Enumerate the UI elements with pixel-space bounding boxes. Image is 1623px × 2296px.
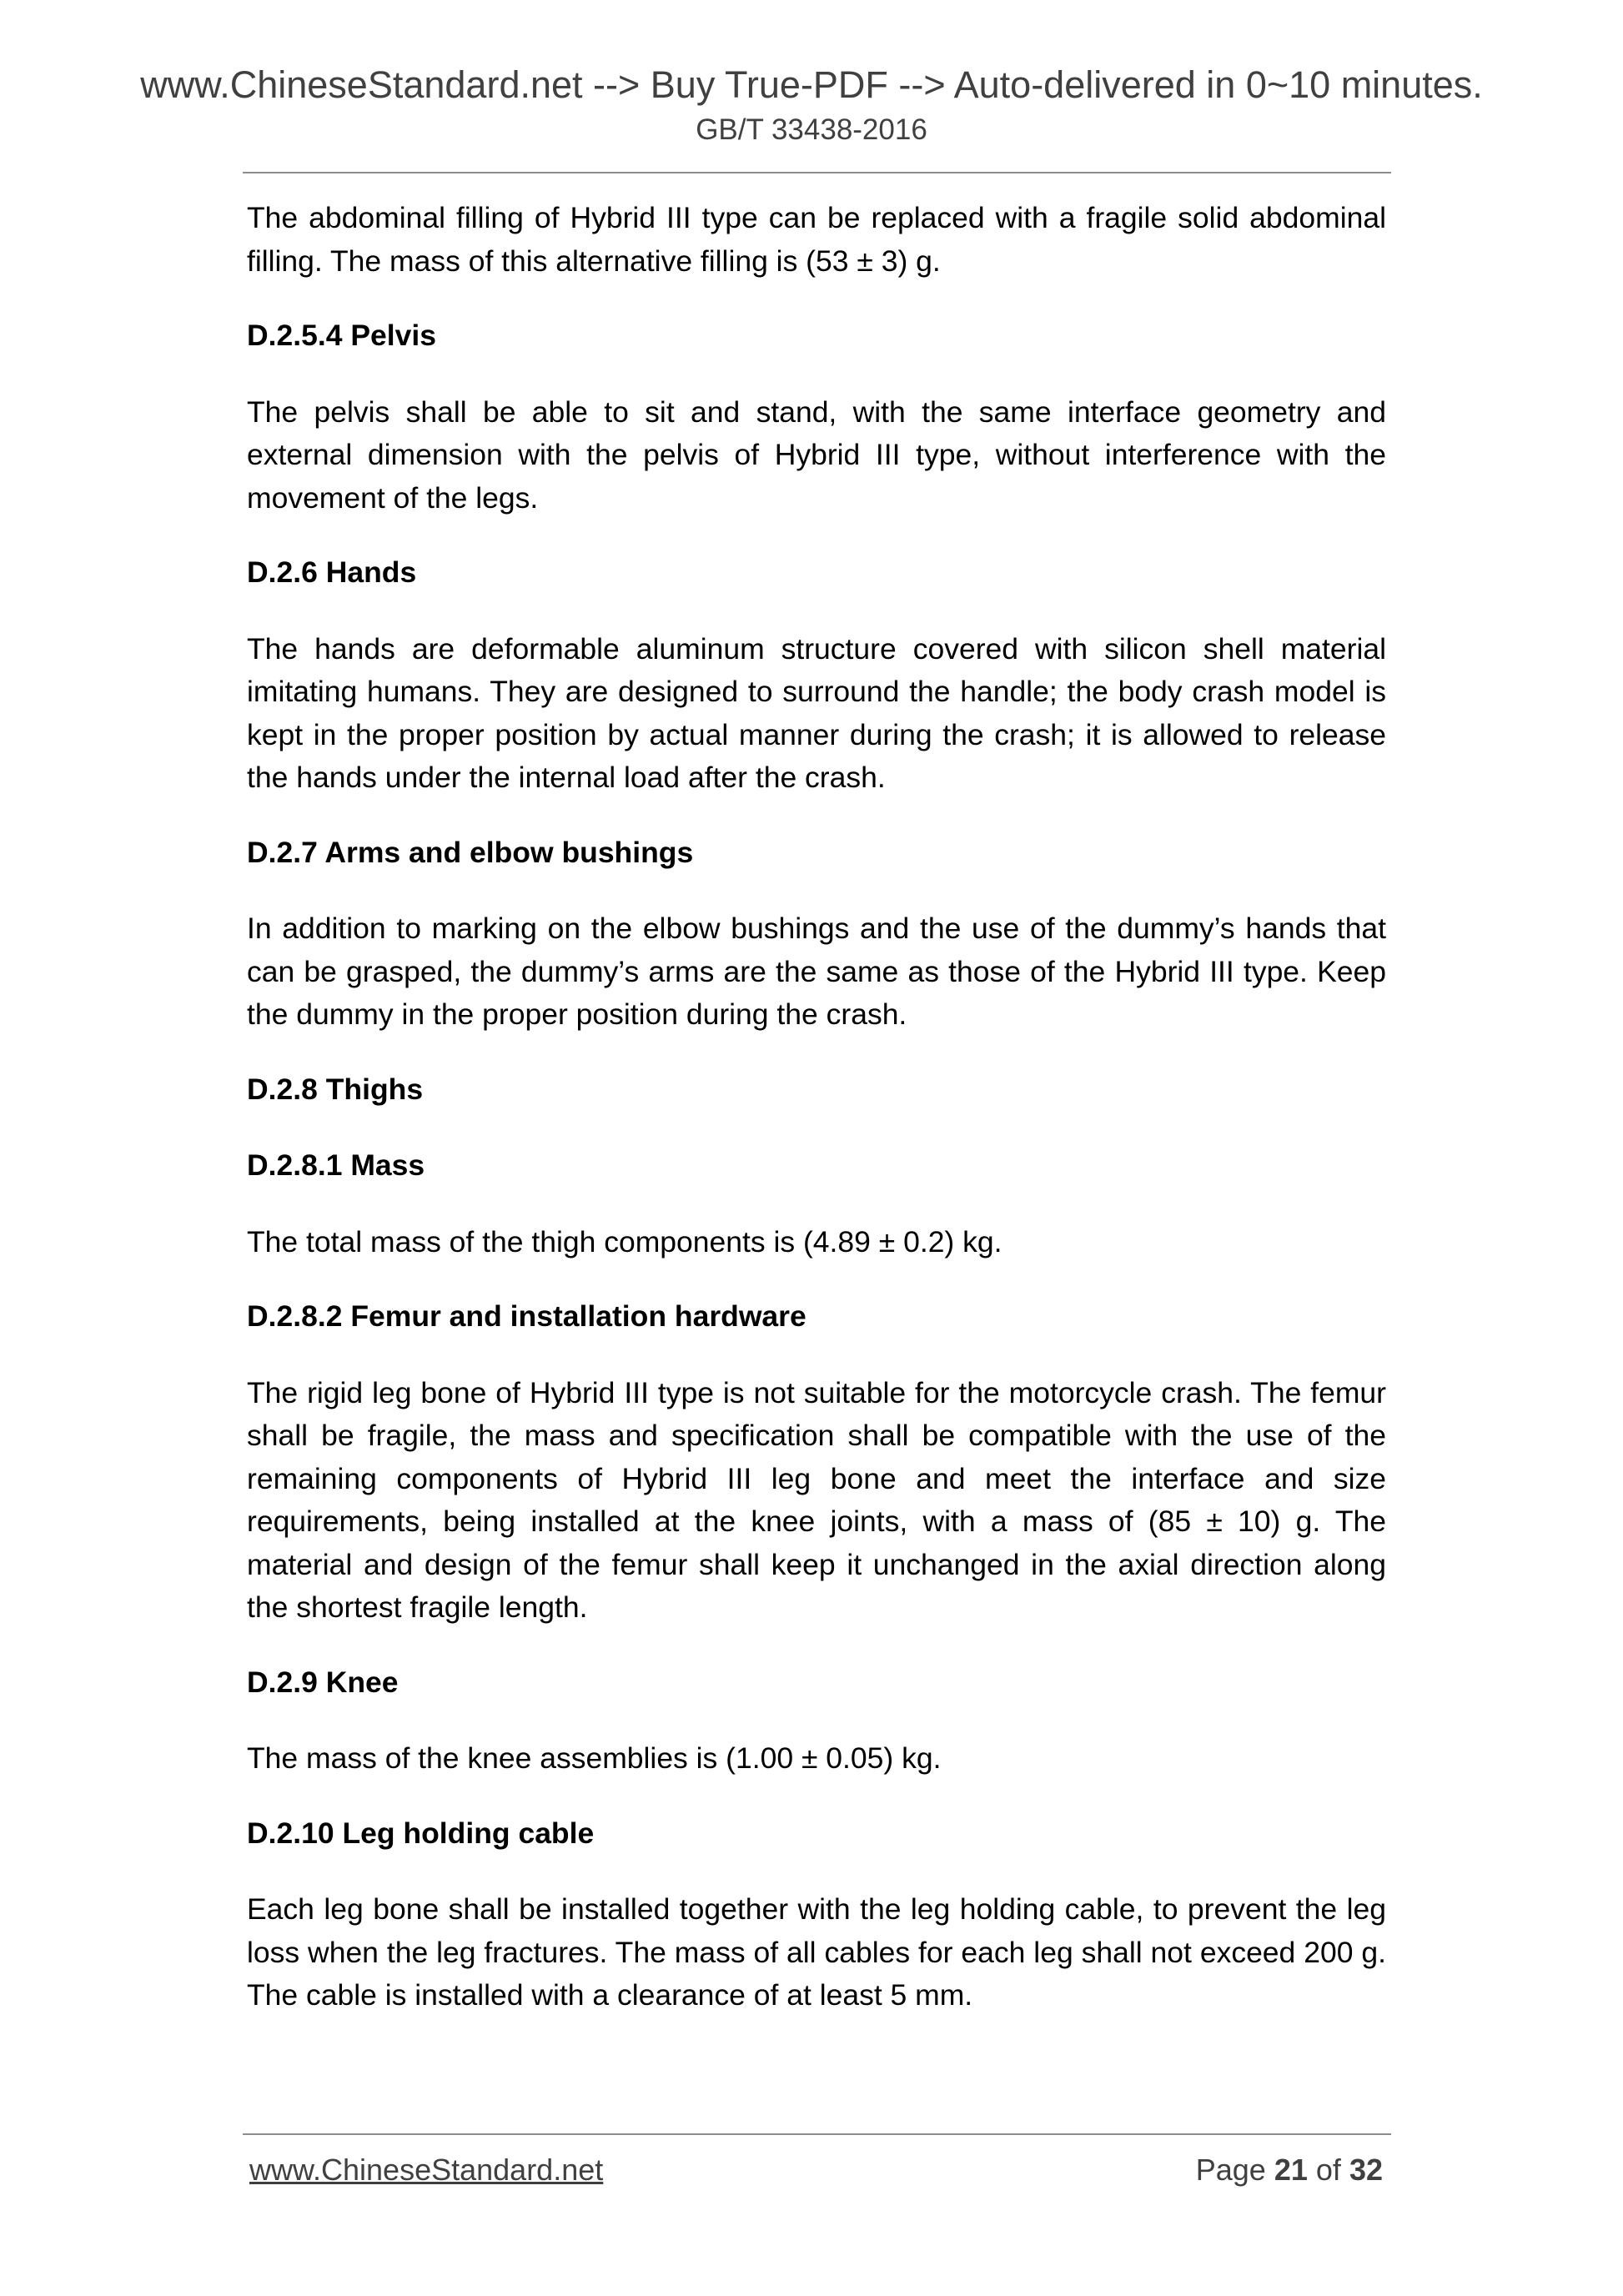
paragraph-leg-cable: Each leg bone shall be installed together with the leg holding cable, to prevent the leg loss when the leg fractures. The mass of all cables for each leg shall not exceed 200 g. The cable is installed with a clearance of at least 5 mm. — [247, 1892, 1386, 2012]
page-current: 21 — [1274, 2153, 1308, 2187]
heading-femur-hardware: D.2.8.2 Femur and installation hardware — [247, 1299, 806, 1333]
document-body — [247, 197, 1386, 2049]
paragraph-knee: The mass of the knee assemblies is (1.00 ± 0.05) kg. — [247, 1741, 942, 1775]
heading-knee: D.2.9 Knee — [247, 1665, 399, 1699]
heading-thighs: D.2.8 Thighs — [247, 1072, 424, 1106]
page-footer — [247, 2149, 1386, 2191]
paragraph-femur: The rigid leg bone of Hybrid III type is not suitable for the motorcycle crash. The femur shall be fragile, the mass and specification shall be compatible with the use of the remaining components of Hybrid III leg bone and meet the interface and size requirements, being installed at the knee joints, with a mass of (85 ± 10) g. The material and design of the femur shall keep it unchanged in the axial direction along the shortest fragile length. — [247, 1375, 1386, 1624]
page-header — [0, 60, 1623, 148]
paragraph-pelvis: The pelvis shall be able to sit and stand, with the same interface geometry and external dimension with the pelvis of Hybrid III type, without interference with the movement of the legs. — [247, 394, 1386, 515]
paragraph-hands: The hands are deformable aluminum structure covered with silicon shell material imitating humans. They are designed to surround the handle; the body crash model is kept in the proper position by actual manner during the crash; it is allowed to release the hands under the internal load after the crash. — [247, 631, 1386, 794]
page-number — [1196, 2149, 1383, 2191]
heading-arms-elbow-bushings: D.2.7 Arms and elbow bushings — [247, 835, 694, 869]
heading-thigh-mass: D.2.8.1 Mass — [247, 1148, 425, 1182]
document-code: GB/T 33438-2016 — [696, 113, 927, 146]
paragraph-thigh-mass: The total mass of the thigh components is (4.89 ± 0.2) kg. — [247, 1224, 1002, 1259]
of-word: of — [1315, 2153, 1341, 2187]
page-word: Page — [1195, 2153, 1266, 2187]
header-divider — [243, 172, 1391, 173]
page-total: 32 — [1349, 2153, 1383, 2187]
heading-pelvis: D.2.5.4 Pelvis — [247, 319, 436, 352]
footer-website-link[interactable]: www.ChineseStandard.net — [249, 2153, 604, 2187]
paragraph-abdominal-filling: The abdominal filling of Hybrid III type can be replaced with a fragile solid abdominal filling. The mass of this alternative filling is (53 ± 3) g. — [247, 201, 1386, 278]
footer-divider — [243, 2133, 1391, 2135]
heading-hands: D.2.6 Hands — [247, 555, 417, 589]
paragraph-arms: In addition to marking on the elbow bushings and the use of the dummy’s hands that can be grasped, the dummy’s arms are the same as those of the Hybrid III type. Keep the dummy in the proper position during the crash. — [247, 912, 1386, 1031]
header-banner: www.ChineseStandard.net --> Buy True-PDF --> Auto-delivered in 0~10 minutes. — [140, 63, 1483, 106]
heading-leg-holding-cable: D.2.10 Leg holding cable — [247, 1816, 595, 1850]
